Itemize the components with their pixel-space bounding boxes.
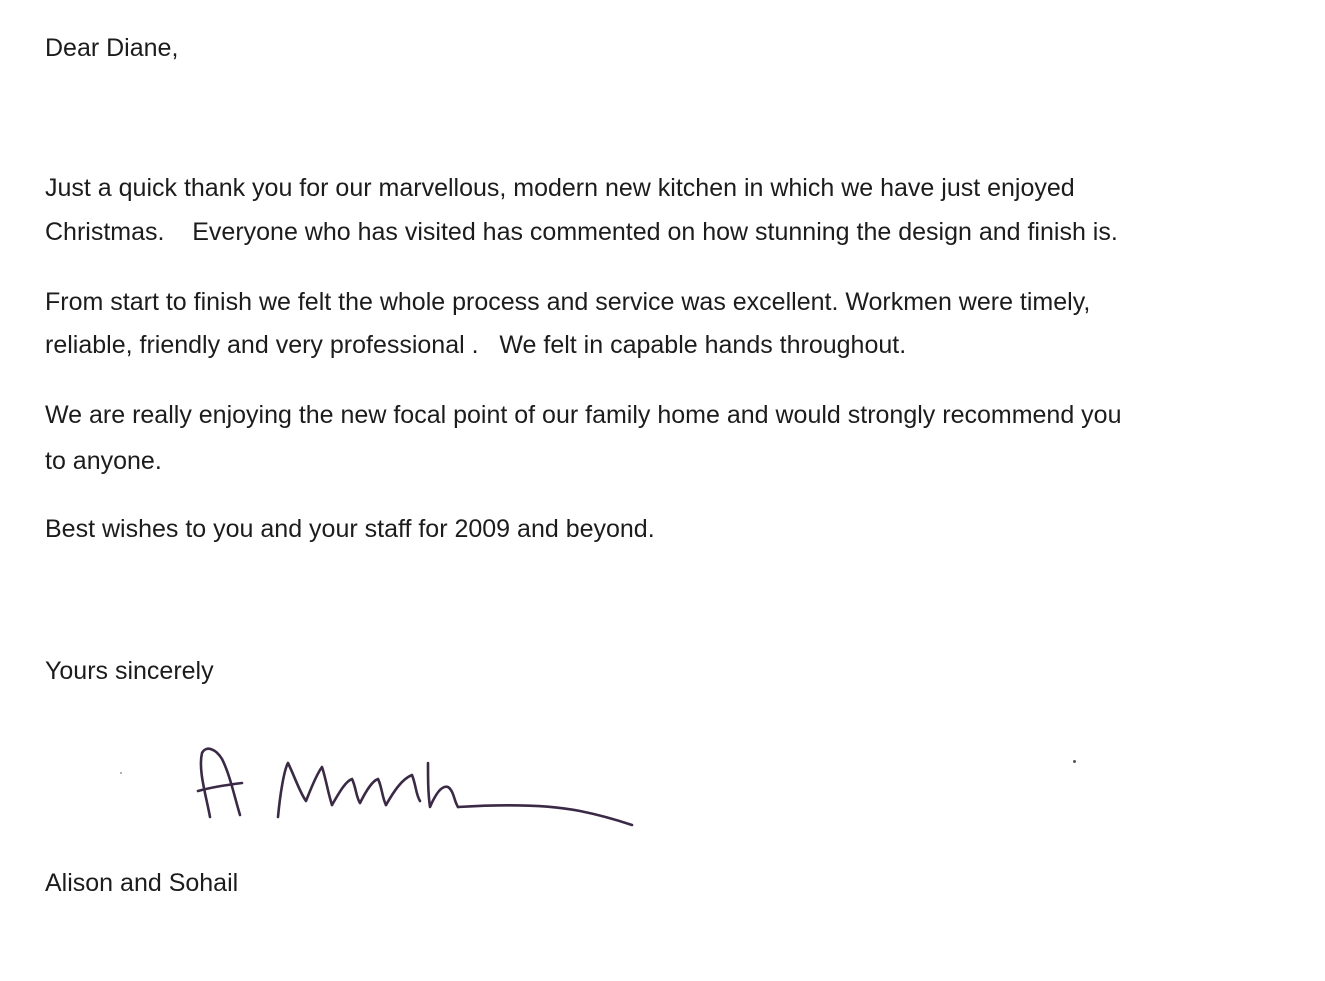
paragraph-4: Best wishes to you and your staff for 2009 and beyond. (45, 515, 655, 543)
paragraph-2-line-1: From start to finish we felt the whole process and service was excellent. Workmen were timely, (45, 288, 1091, 316)
paper-speck (1073, 760, 1076, 763)
paragraph-1-line-2: Christmas. Everyone who has visited has commented on how stunning the design and finish is. (45, 218, 1118, 246)
sender-name: Alison and Sohail (45, 869, 239, 897)
paragraph-2-line-2: reliable, friendly and very professional . We felt in capable hands throughout. (45, 331, 907, 359)
closing: Yours sincerely (45, 657, 214, 685)
paragraph-1-line-1: Just a quick thank you for our marvellous, modern new kitchen in which we have just enjoyed (45, 174, 1075, 202)
salutation: Dear Diane, (45, 34, 179, 62)
handwritten-signature (180, 735, 650, 835)
paragraph-3-line-2: to anyone. (45, 447, 162, 475)
paragraph-3-line-1: We are really enjoying the new focal point of our family home and would strongly recommend you (45, 401, 1122, 429)
paper-speck (120, 772, 122, 774)
